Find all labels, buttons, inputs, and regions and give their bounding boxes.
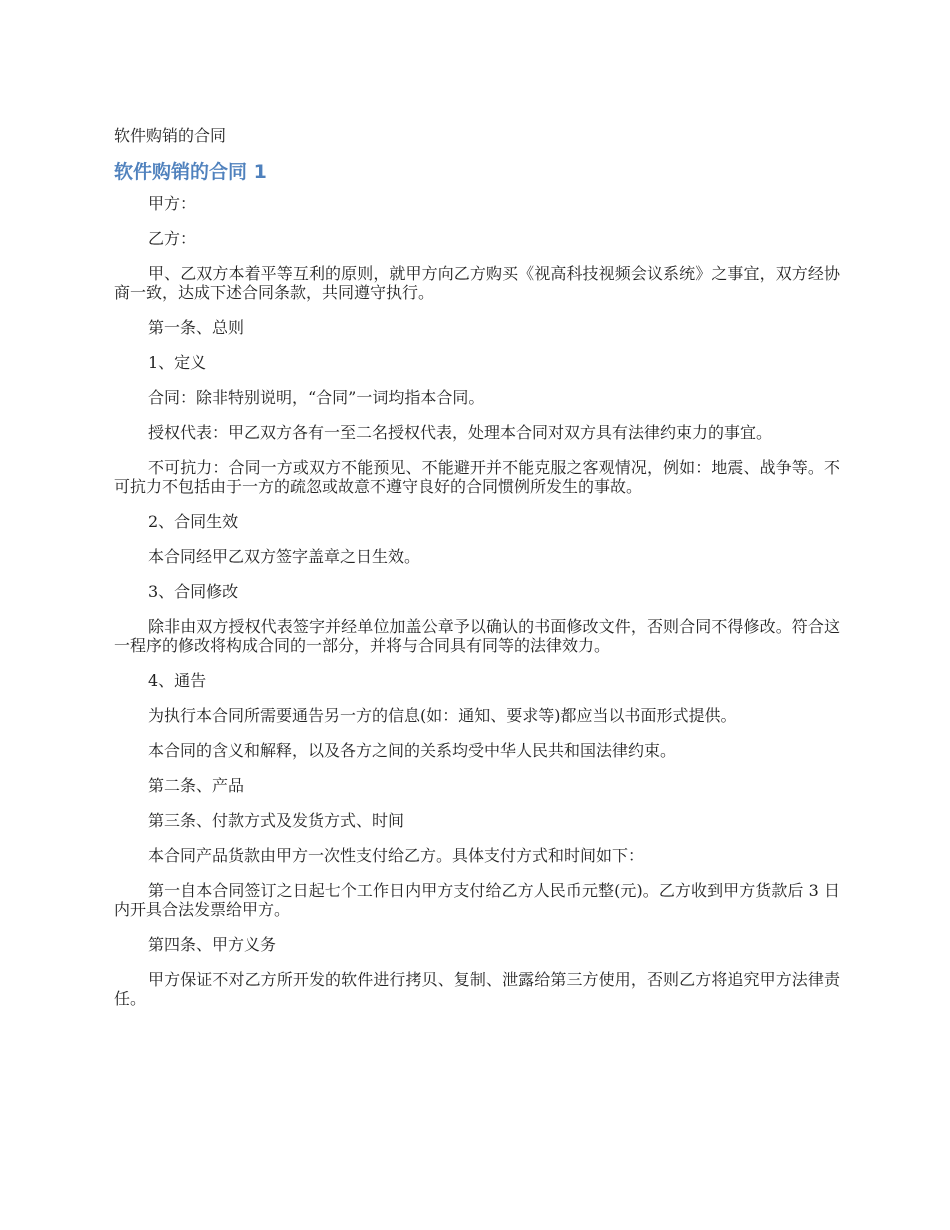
clause-notice-text: 为执行本合同所需要通告另一方的信息(如：通知、要求等)都应当以书面形式提供。 xyxy=(148,706,737,725)
party-b-line: 乙方： xyxy=(148,229,197,248)
payment-intro: 本合同产品货款由甲方一次性支付给乙方。具体支付方式和时间如下： xyxy=(148,846,645,865)
clause-definitions-heading: 1、定义 xyxy=(148,353,207,372)
definition-authorized-rep: 授权代表：甲乙双方各有一至二名授权代表，处理本合同对双方具有法律约束力的事宜。 xyxy=(148,423,773,442)
definition-force-majeure: 不可抗力：合同一方或双方不能预见、不能避开并不能克服之客观情况，例如：地震、战争等。不可抗力不包括由于一方的疏忽或故意不遵守良好的合同惯例所发生的事故。 xyxy=(114,458,840,496)
payment-terms: 第一自本合同签订之日起七个工作日内甲方支付给乙方人民币元整(元)。乙方收到甲方货款后 3 日内开具合法发票给甲方。 xyxy=(114,881,840,919)
document-page xyxy=(114,124,840,1024)
clause-amendment-text: 除非由双方授权代表签字并经单位加盖公章予以确认的书面修改文件，否则合同不得修改。符合这一程序的修改将构成合同的一部分，并将与合同具有同等的法律效力。 xyxy=(114,617,840,655)
section-heading: 软件购销的合同 1 xyxy=(114,161,267,183)
clause-effective-text: 本合同经甲乙双方签字盖章之日生效。 xyxy=(148,547,421,566)
clause-effective-heading: 2、合同生效 xyxy=(148,512,239,531)
party-a-obligation: 甲方保证不对乙方所开发的软件进行拷贝、复制、泄露给第三方使用，否则乙方将追究甲方法律责任。 xyxy=(114,970,840,1008)
clause-governing-law: 本合同的含义和解释，以及各方之间的关系均受中华人民共和国法律约束。 xyxy=(148,741,677,760)
preamble-paragraph: 甲、乙双方本着平等互利的原则，就甲方向乙方购买《视高科技视频会议系统》之事宜，双方经协商一致，达成下述合同条款，共同遵守执行。 xyxy=(114,264,840,302)
article-2-heading: 第二条、产品 xyxy=(148,776,245,795)
document-title: 软件购销的合同 xyxy=(114,126,227,145)
party-a-line: 甲方： xyxy=(148,194,197,213)
definition-contract: 合同：除非特别说明，“合同”一词均指本合同。 xyxy=(148,388,485,407)
article-3-heading: 第三条、付款方式及发货方式、时间 xyxy=(148,811,405,830)
article-1-heading: 第一条、总则 xyxy=(148,318,245,337)
clause-notice-heading: 4、通告 xyxy=(148,671,207,690)
clause-amendment-heading: 3、合同修改 xyxy=(148,582,239,601)
article-4-heading: 第四条、甲方义务 xyxy=(148,935,277,954)
